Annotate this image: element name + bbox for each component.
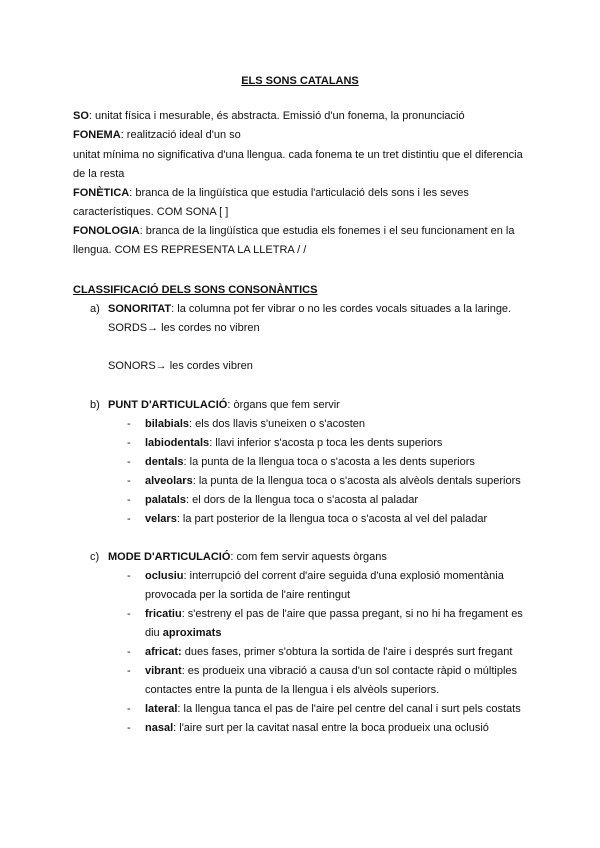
dash-bullet: - xyxy=(127,513,131,525)
dash-bullet: - xyxy=(127,665,131,677)
dash-bullet: - xyxy=(127,703,131,715)
definition-so: SO: unitat física i mesurable, és abstracta. Emissió d'un fonema, la pronunciació xyxy=(73,110,465,122)
list-item: fricatiu: s'estreny el pas de l'aire que passa pregant, si no hi ha fregament es xyxy=(145,608,523,620)
list-item: africat: dues fases, primer s'obtura la sortida de l'aire i després surt fregant xyxy=(145,646,513,658)
definition-fonetica: FONÈTICA: branca de la lingüística que estudia l'articulació dels sons i les seves xyxy=(73,187,469,199)
list-item-continuation: contactes entre la punta de la llengua i els alvèols superiors. xyxy=(145,684,440,696)
dash-bullet: - xyxy=(127,570,131,582)
dash-bullet: - xyxy=(127,646,131,658)
list-label: c) xyxy=(90,551,100,563)
section-mode-articulacio: MODE D'ARTICULACIÓ: com fem servir aquests òrgans xyxy=(108,551,387,563)
section-punt-articulacio: PUNT D'ARTICULACIÓ: òrgans que fem servir xyxy=(108,399,340,411)
list-item: vibrant: es produeix una vibració a causa d'un sol contacte ràpid o múltiples xyxy=(145,665,518,677)
term: FONEMA xyxy=(73,129,121,141)
sords-line: SORDS→ les cordes no vibren xyxy=(108,322,260,334)
list-item: oclusiu: interrupció del corrent d'aire seguida d'una explosió momentània xyxy=(145,570,504,582)
definition-line: de la resta xyxy=(73,168,125,180)
list-item-continuation: provocada per la sortida de l'aire rentingut xyxy=(145,589,351,601)
list-label: b) xyxy=(90,399,100,411)
term: FONÈTICA xyxy=(73,187,130,199)
dash-bullet: - xyxy=(127,494,131,506)
list-item: alveolars: la punta de la llengua toca o s'acosta als alvèols dentals superiors xyxy=(145,475,521,487)
dash-bullet: - xyxy=(127,608,131,620)
definition-line: llengua. COM ES REPRESENTA LA LLETRA / / xyxy=(73,244,307,256)
dash-bullet: - xyxy=(127,418,131,430)
list-item: velars: la part posterior de la llengua toca o s'acosta al vel del paladar xyxy=(145,513,488,525)
list-item: labiodentals: llavi inferior s'acosta p toca les dents superiors xyxy=(145,437,443,449)
list-item-continuation: diu aproximats xyxy=(145,627,222,639)
page-title: ELS SONS CATALANS xyxy=(241,75,359,87)
list-item: lateral: la llengua tanca el pas de l'aire pel centre del canal i surt pels costats xyxy=(145,703,521,715)
dash-bullet: - xyxy=(127,722,131,734)
definition-fonologia: FONOLOGIA: branca de la lingüística que estudia els fonemes i el seu funcionament en la xyxy=(73,225,515,237)
list-item: dentals: la punta de la llengua toca o s'acosta a les dents superiors xyxy=(145,456,475,468)
definition-line: unitat mínima no significativa d'una llengua. cada fonema te un tret distintiu que el diferencia xyxy=(73,149,523,161)
sonors-line: SONORS→ les cordes vibren xyxy=(108,360,253,372)
definition-line: característiques. COM SONA [ ] xyxy=(73,206,229,218)
term: SO xyxy=(73,110,89,122)
list-item: nasal: l'aire surt per la cavitat nasal entre la boca produeix una oclusió xyxy=(145,722,489,734)
dash-bullet: - xyxy=(127,475,131,487)
dash-bullet: - xyxy=(127,437,131,449)
list-item: palatals: el dors de la llengua toca o s'acosta al paladar xyxy=(145,494,418,506)
dash-bullet: - xyxy=(127,456,131,468)
definition-fonema: FONEMA: realització ideal d'un so xyxy=(73,129,241,141)
list-item: bilabials: els dos llavis s'uneixen o s'acosten xyxy=(145,418,366,430)
section-title: CLASSIFICACIÓ DELS SONS CONSONÀNTICS xyxy=(73,284,318,296)
list-label: a) xyxy=(90,303,100,315)
term: FONOLOGIA xyxy=(73,225,140,237)
section-sonoritat: SONORITAT: la columna pot fer vibrar o no les cordes vocals situades a la laringe. xyxy=(108,303,512,315)
